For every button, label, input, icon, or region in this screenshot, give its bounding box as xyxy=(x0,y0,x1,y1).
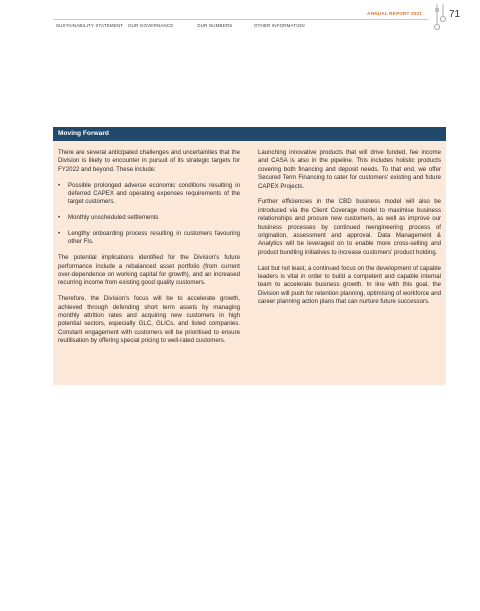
nav-sustainability-statement[interactable]: SUSTAINABILITY STATEMENT xyxy=(56,23,124,28)
focus-paragraph: Therefore, the Division's focus will be to accelerate growth, achieved through defending short term assets by managing monthly attrition rates and acquiring new customers in high potential sectors, especially GLC, GLICs, and listed companies. Constant engagement with customers will be prioritised to ensure reutilisation by offering special pricing to well-rated customers. xyxy=(58,295,240,345)
report-label: ANNUAL REPORT 2021 xyxy=(367,11,422,16)
header-rule xyxy=(53,19,428,20)
intro-paragraph: There are several anticipated challenges and uncertainties that the Division is likely to encounter in pursuit of its strategic targets for FY2022 and beyond. These include: xyxy=(58,149,240,173)
section-title: Moving Forward xyxy=(58,130,109,137)
bullet-icon: • xyxy=(58,214,61,222)
products-paragraph: Launching innovative products that will drive funded, fee income and CASA is also in the pipeline. This includes holistic products covering both financing and deposit needs. To that end, we offer Secured Term Financing to cater for customers' existing and future CAPEX Projects. xyxy=(258,149,441,190)
nav-our-numbers[interactable]: OUR NUMBERS xyxy=(197,23,233,28)
leaders-paragraph: Last but not least, a continued focus on the development of capable leaders is vital in order to build a competent and capable internal team to accelerate business growth. In line with this goal, the Division will push for retention planning, optimising of workforce and career planning action plans that can nurture future successors. xyxy=(258,264,441,306)
left-column xyxy=(58,149,240,353)
list-item: • Possible prolonged adverse economic conditions resulting in deferred CAPEX and operating expenses requirements of the target customers. xyxy=(58,181,240,206)
section-nav xyxy=(0,23,480,31)
list-item: • Lengthy onboarding process resulting in customers favouring other FIs. xyxy=(58,230,240,246)
page-number: 71 xyxy=(449,9,461,20)
nav-other-information[interactable]: OTHER INFORMATION xyxy=(254,23,305,28)
bullet-icon: • xyxy=(58,181,61,189)
nav-our-governance[interactable]: OUR GOVERNANCE xyxy=(128,23,174,28)
right-column xyxy=(258,149,441,314)
bullet-icon: • xyxy=(58,230,61,238)
efficiencies-paragraph: Further efficiencies in the CBD business model will also be introduced via the Client Coverage model to maximise business relationships and procure new customers, as well as improve our business processes by continued reengineering process of origination, assessment and approval. Data Management & Analytics will be leveraged on to enable more cross-selling and product bundling initiatives to increase customers' product holding. xyxy=(258,198,441,256)
section-header-bar xyxy=(53,127,446,141)
implications-paragraph: The potential implications identified for the Division's future performance include a rebalanced asset portfolio (from current over-dependence on working capital for growth), and an increased recurring income from existing good quality customers. xyxy=(58,254,240,287)
challenges-list xyxy=(58,182,240,247)
list-item: • Monthly unscheduled settlements xyxy=(58,214,159,222)
